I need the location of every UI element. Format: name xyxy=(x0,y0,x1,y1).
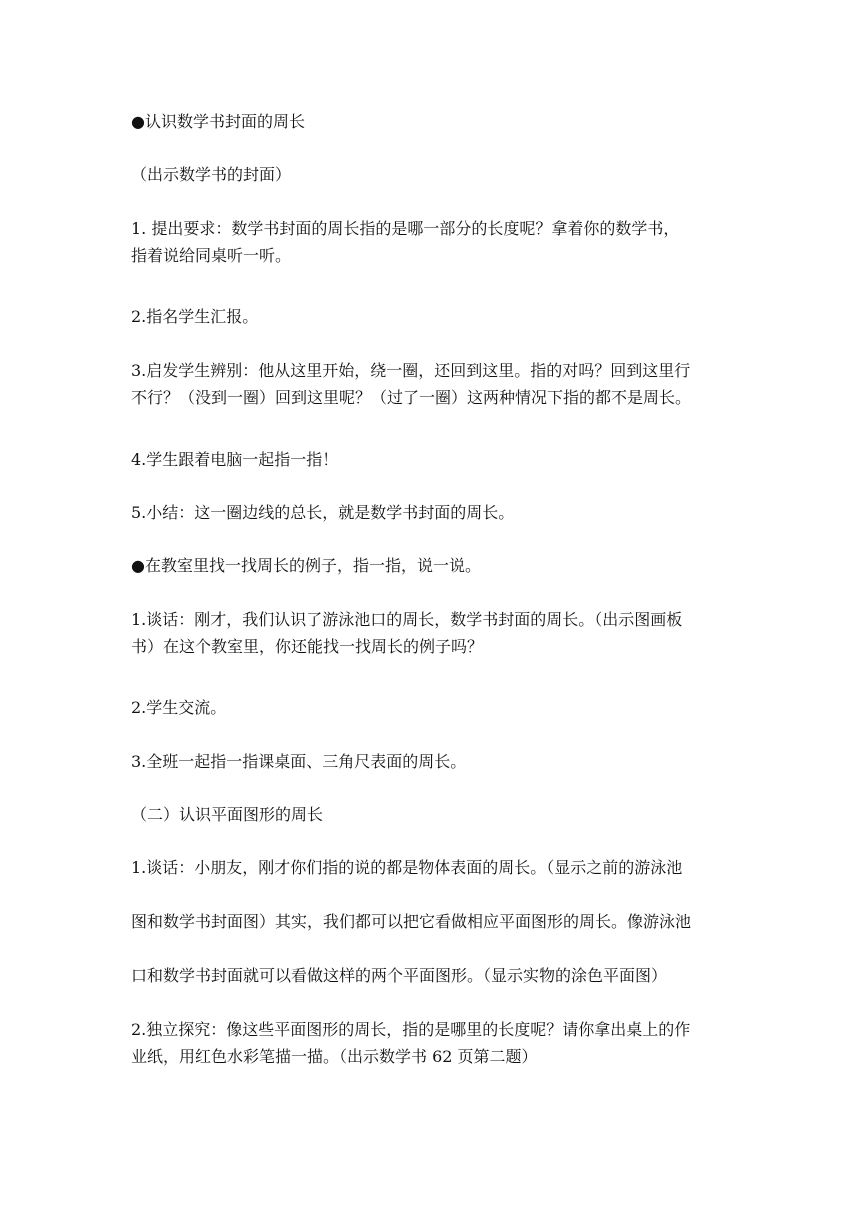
paragraph-explore xyxy=(131,1016,731,1070)
heading-math-book-cover xyxy=(131,108,731,135)
paragraph-exchange xyxy=(131,694,731,721)
text-line: 书）在这个教室里，你还能找一找周长的例子吗？ xyxy=(131,637,484,656)
text-line: 不行？（没到一圈）回到这里呢？（过了一圈）这两种情况下指的都不是周长。 xyxy=(131,388,692,407)
paragraph-step-4 xyxy=(131,446,731,473)
text-line: 1. 提出要求：数学书封面的周长指的是哪一部分的长度呢？拿着你的数学书， xyxy=(131,219,680,238)
text-line: 2.独立探究：像这些平面图形的周长，指的是哪里的长度呢？请你拿出桌上的作 xyxy=(131,1020,691,1039)
paragraph-whole-class xyxy=(131,748,731,775)
text-line: 3.启发学生辨别：他从这里开始，绕一圈，还回到这里。指的对吗？回到这里行 xyxy=(131,361,691,380)
text-line: 业纸，用红色水彩笔描一描。（出示数学书 62 页第二题） xyxy=(131,1047,538,1066)
paragraph-step-3 xyxy=(131,357,731,411)
text-line: 2.学生交流。 xyxy=(131,698,227,717)
text-line: （出示数学书的封面） xyxy=(131,165,292,184)
heading-classroom-examples xyxy=(131,552,731,579)
text-line: 5.小结：这一圈边线的总长，就是数学书封面的周长。 xyxy=(131,503,515,522)
paragraph-talk-1 xyxy=(131,606,731,660)
text-line: 图和数学书封面图）其实，我们都可以把它看做相应平面图形的周长。像游泳池 xyxy=(131,912,692,931)
text-line: （二）认识平面图形的周长 xyxy=(131,805,324,824)
text-line: 2.指名学生汇报。 xyxy=(131,307,259,326)
text-line: 3.全班一起指一指课桌面、三角尺表面的周长。 xyxy=(131,752,467,771)
paragraph-show-cover xyxy=(131,161,731,188)
text-line: 1.谈话：刚才，我们认识了游泳池口的周长，数学书封面的周长。（出示图画板 xyxy=(131,610,683,629)
text-line: 口和数学书封面就可以看做这样的两个平面图形。（显示实物的涂色平面图） xyxy=(131,966,668,985)
paragraph-step-5 xyxy=(131,499,731,526)
text-line: ●认识数学书封面的周长 xyxy=(131,112,305,131)
text-line: 指着说给同桌听一听。 xyxy=(131,246,292,265)
paragraph-talk-2 xyxy=(131,841,731,1003)
text-line: 1.谈话：小朋友，刚才你们指的说的都是物体表面的周长。（显示之前的游泳池 xyxy=(131,858,683,877)
paragraph-step-1 xyxy=(131,215,731,269)
text-line: 4.学生跟着电脑一起指一指！ xyxy=(131,450,339,469)
paragraph-step-2 xyxy=(131,303,731,330)
heading-section-2 xyxy=(131,801,731,828)
text-line: ●在教室里找一找周长的例子，指一指，说一说。 xyxy=(131,556,481,575)
